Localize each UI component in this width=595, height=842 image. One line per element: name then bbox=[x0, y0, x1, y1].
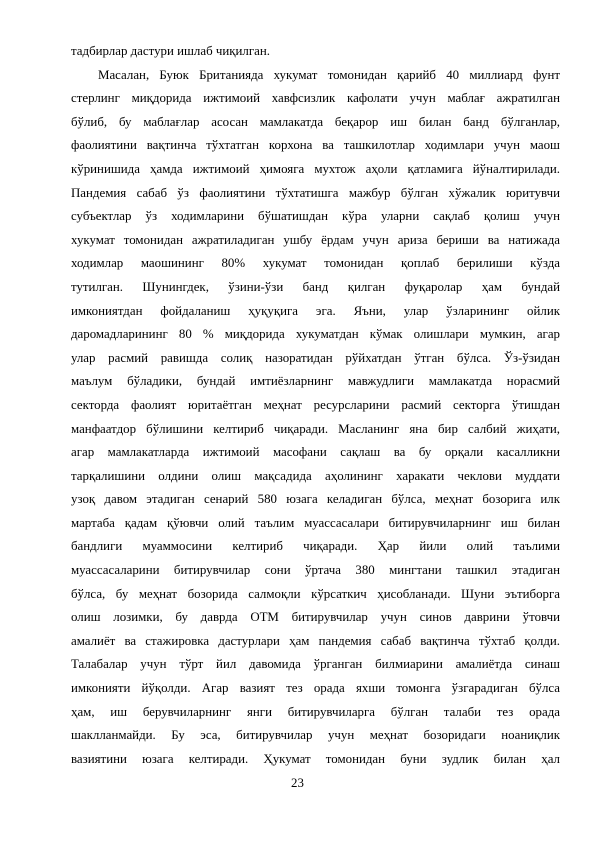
text-line: ходимлар маошининг 80% хукумат томонидан қоплаб берилиши кўзда bbox=[71, 256, 560, 271]
text-line: улар расмий равишда солиқ назоратидан рўйхатдан ўтган бўлса. Ўз-ўзидан bbox=[71, 350, 560, 365]
text-line: бандлиги муаммосини келтириб чиқаради. Ҳар йили олий таълими bbox=[71, 539, 560, 554]
text-line: фаолиятини вақтинча тўхтатган корхона ва ташкилотлар ходимлари учун маош bbox=[71, 138, 560, 153]
text-line: муассасаларини битирувчилар сони ўртача 380 мингтани ташкил этадиган bbox=[71, 563, 560, 578]
text-line: имкониятдан фойдаланиш ҳуқуқига эга. Яъни, улар ўзларининг ойлик bbox=[71, 303, 560, 318]
text-line: шаклланмайди. Бу эса, битирувчилар учун меҳнат бозоридаги ноаниқлик bbox=[71, 728, 560, 743]
text-line: олиш лозимки, бу даврда ОТМ битирувчилар учун синов даврини ўтовчи bbox=[71, 610, 560, 625]
text-line: Пандемия сабаб ўз фаолиятини тўхтатишга мажбур бўлган хўжалик юритувчи bbox=[71, 185, 560, 200]
text-line: тутилган. Шунингдек, ўзини-ўзи банд қилган фуқаролар ҳам бундай bbox=[71, 279, 560, 294]
text-line: хукумат томонидан ажратиладиган ушбу ёрдам учун ариза бериши ва натижада bbox=[71, 232, 560, 247]
text-line: Талабалар учун тўрт йил давомида ўрганган билмиарини амалиётда синаш bbox=[71, 657, 560, 672]
page-number: 23 bbox=[291, 776, 304, 790]
text-line: кўринишида ҳамда ижтимоий ҳимояга мухтож аҳоли қатламига йўналтирилади. bbox=[71, 161, 560, 176]
text-line: вазиятини юзага келтиради. Ҳукумат томонидан буни зудлик билан ҳал bbox=[71, 751, 560, 766]
text-line: даромадларининг 80 % миқдорида хукуматдан кўмак олишлари мумкин, агар bbox=[71, 327, 560, 342]
text-line: бўлса, бу меҳнат бозорида салмоқли кўрсаткич ҳисобланади. Шуни эътиборга bbox=[71, 586, 560, 601]
text-line: секторда фаолият юритаётган меҳнат ресурсларини расмий секторга ўтишдан bbox=[71, 397, 560, 412]
text-line: ҳам, иш берувчиларнинг янги битирувчиларга бўлган талаби тез орада bbox=[71, 704, 560, 719]
text-line: амалиёт ва стажировка дастурлари ҳам пандемия сабаб вақтинча тўхтаб қолди. bbox=[71, 633, 560, 648]
text-line: манфаатдор бўлишини келтириб чиқаради. Масланинг яна бир салбий жиҳати, bbox=[71, 421, 560, 436]
text-line: Масалан, Буюк Британияда хукумат томонидан қарийб 40 миллиард фунт bbox=[98, 67, 560, 82]
text-line: тадбирлар дастури ишлаб чиқилган. bbox=[71, 44, 270, 58]
text-line: стерлинг миқдорида ижтимоий хавфсизлик кафолати учун маблағ ажратилган bbox=[71, 91, 560, 106]
text-line: субъектлар ўз ходимларини бўшатишдан кўра уларни сақлаб қолиш учун bbox=[71, 209, 560, 224]
text-line: бўлиб, бу маблағлар асосан мамлакатда беқарор иш билан банд бўлганлар, bbox=[71, 114, 560, 129]
text-line: узоқ давом этадиган сенарий 580 юзага келадиган бўлса, меҳнат бозорига илк bbox=[71, 492, 560, 507]
text-line: тарқалишини олдини олиш мақсадида аҳолининг харакати чеклови муддати bbox=[71, 468, 560, 483]
text-line: маълум бўладики, бундай имтиёзларнинг мавжудлиги мамлакатда норасмий bbox=[71, 374, 560, 389]
text-line: имконияти йўқолди. Агар вазият тез орада яхши томонга ўзгарадиган бўлса bbox=[71, 681, 560, 696]
body-text bbox=[71, 40, 560, 771]
text-line: мартаба қадам қўювчи олий таълим муассасалари битирувчиларнинг иш билан bbox=[71, 515, 560, 530]
text-line: агар мамлакатларда ижтимоий масофани сақлаш ва бу орқали касалликни bbox=[71, 445, 560, 460]
